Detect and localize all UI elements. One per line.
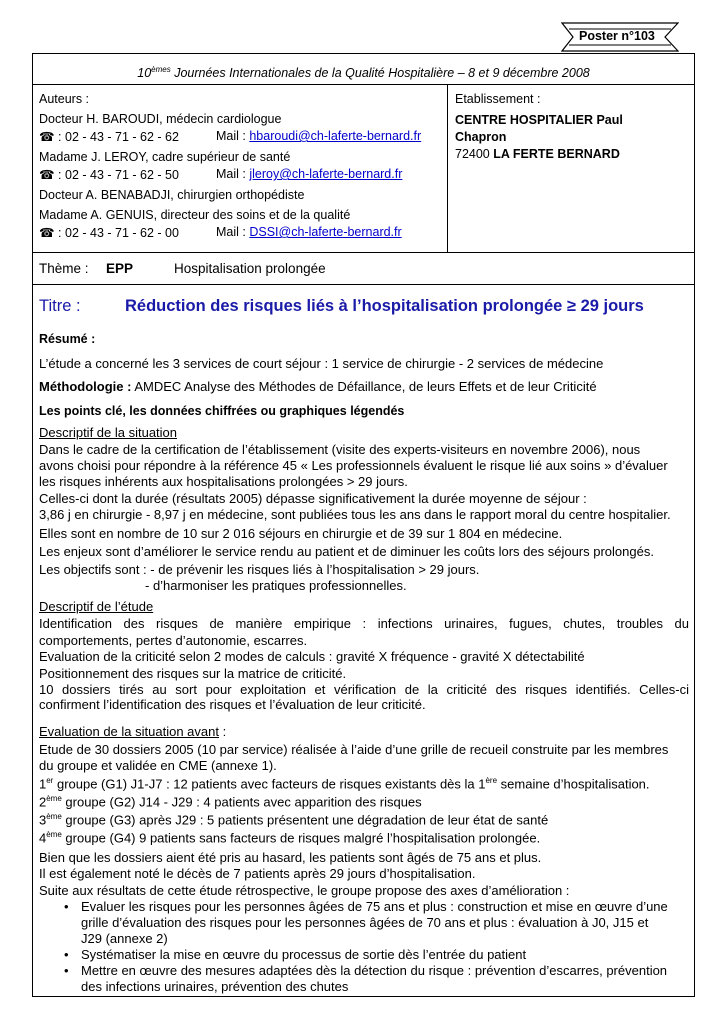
author-2-mail bbox=[216, 167, 402, 181]
group-2-num: 2 bbox=[39, 794, 47, 810]
author-1-mail bbox=[216, 129, 421, 143]
group-2-line bbox=[39, 794, 422, 809]
authors-cell bbox=[33, 84, 448, 252]
situation-line: avons choisi pour répondre à la référence 45 « Les professionnels évaluent le risque lié aux soins » d’évaluer bbox=[39, 458, 668, 473]
study-description-line: confirment l’identification des risques et l’évaluation de leur criticité. bbox=[39, 697, 426, 712]
study-description-line: comportements, pertes d’autonomie, escarres. bbox=[39, 633, 308, 648]
establishment-label: Etablissement : bbox=[455, 92, 541, 106]
situation-line: les risques inhérents aux hospitalisations prolongées > 29 jours. bbox=[39, 474, 408, 489]
improvement-item: des infections urinaires, prévention des chutes bbox=[81, 979, 349, 994]
author-3-name: Docteur A. BENABADJI, chirurgien orthopédiste bbox=[39, 188, 305, 202]
evaluation-colon: : bbox=[218, 724, 227, 739]
header-ordinal-sup: èmes bbox=[151, 65, 171, 74]
situation-line: Elles sont en nombre de 10 sur 2 016 séjours en chirurgie et de 39 sur 1 804 en médecine. bbox=[39, 526, 563, 541]
author-4-mail bbox=[216, 225, 402, 239]
situation-line: Dans le cadre de la certification de l’établissement (visite des experts-visiteurs en novembre 2006), nous bbox=[39, 442, 641, 457]
group-2-text: groupe (G2) J14 - J29 : 4 patients avec apparition des risques bbox=[61, 794, 422, 810]
header-ordinal: 10 bbox=[137, 66, 152, 81]
evaluation-heading: Evaluation de la situation avant bbox=[39, 724, 219, 739]
group-3-num: 3 bbox=[39, 812, 47, 828]
study-description-line: Positionnement des risques sur la matrice de criticité. bbox=[39, 666, 347, 681]
establishment-address bbox=[455, 147, 620, 161]
study-description-line: Identification des risques de manière empirique : infections urinaires, fugues, chutes, troubles du bbox=[39, 616, 689, 631]
bullet-icon: • bbox=[64, 947, 69, 962]
situation-line: Les objectifs sont : - de prévenir les risques liés à l’hospitalisation > 29 jours. bbox=[39, 562, 480, 577]
group-4-sup: ème bbox=[46, 830, 62, 839]
improvement-item: Evaluer les risques pour les personnes âgées de 75 ans et plus : construction et mise en œuvre d’une bbox=[81, 899, 668, 914]
poster-number: Poster n°103 bbox=[579, 29, 655, 43]
key-points-heading: Les points clé, les données chiffrées ou graphiques légendés bbox=[39, 404, 405, 418]
methodology-text: AMDEC Analyse des Méthodes de Défaillance, de leurs Effets et de leur Criticité bbox=[131, 379, 597, 394]
author-2-phone: ☎ : 02 - 43 - 71 - 62 - 50 bbox=[39, 168, 179, 182]
study-heading: Descriptif de l’étude bbox=[39, 599, 154, 614]
group-2-sup: ème bbox=[46, 794, 62, 803]
group-1-text: groupe (G1) J1-J7 : 12 patients avec facteurs de risques existants dès la 1 bbox=[53, 776, 486, 792]
improvement-item: Mettre en œuvre des mesures adaptées dès la détection du risque : prévention d’escarres, prévention bbox=[81, 963, 668, 978]
title-label: Titre : bbox=[39, 297, 81, 315]
situation-line: 3,86 j en chirurgie - 8,97 j en médecine, sont publiées tous les ans dans le rapport moral du centre hospitalier. bbox=[39, 507, 671, 522]
group-1-sup: er bbox=[46, 776, 54, 785]
group-3-line bbox=[39, 812, 548, 827]
evaluation-line: Etude de 30 dossiers 2005 (10 par service) réalisée à l’aide d’une grille de recueil construite par les membres bbox=[39, 742, 669, 757]
improvement-item: grille d’évaluation des risques pour les personnes âgées de 70 ans et plus : évaluation à J0, J15 et bbox=[81, 915, 649, 930]
author-1-phone: ☎ : 02 - 43 - 71 - 62 - 62 bbox=[39, 130, 179, 144]
group-4-line bbox=[39, 830, 540, 845]
mail-label: Mail : bbox=[216, 129, 250, 143]
establishment-cell bbox=[448, 84, 694, 252]
group-3-text: groupe (G3) après J29 : 5 patients présentent une dégradation de leur état de santé bbox=[61, 812, 549, 828]
poster-number-tag bbox=[561, 22, 679, 52]
bullet-icon: • bbox=[64, 899, 69, 914]
group-1-text2: semaine d’hospitalisation. bbox=[497, 776, 650, 792]
header-title: Journées Internationales de la Qualité Hospitalière – 8 et 9 décembre 2008 bbox=[170, 66, 590, 81]
mail-label: Mail : bbox=[216, 167, 250, 181]
study-line: L’étude a concerné les 3 services de court séjour : 1 service de chirurgie - 2 services de médecine bbox=[39, 356, 604, 371]
author-1-mail-link[interactable]: hbaroudi@ch-laferte-bernard.fr bbox=[249, 129, 422, 143]
evaluation-line: Bien que les dossiers aient été pris au hasard, les patients sont âgés de 75 ans et plus. bbox=[39, 850, 542, 865]
evaluation-line: Suite aux résultats de cette étude rétrospective, le groupe propose des axes d’amélioration : bbox=[39, 883, 570, 898]
author-2-name: Madame J. LEROY, cadre supérieur de santé bbox=[39, 150, 291, 164]
group-3-sup: ème bbox=[46, 812, 62, 821]
establishment-city: LA FERTE BERNARD bbox=[493, 147, 620, 161]
theme-code: EPP bbox=[106, 261, 134, 276]
author-4-phone: ☎ : 02 - 43 - 71 - 62 - 00 bbox=[39, 226, 179, 240]
authors-row bbox=[33, 84, 694, 253]
theme-label: Thème : bbox=[39, 261, 89, 276]
author-2-mail-link[interactable]: jleroy@ch-laferte-bernard.fr bbox=[249, 167, 403, 181]
situation-line: Les enjeux sont d’améliorer le service rendu au patient et de diminuer les coûts lors des séjours prolongés. bbox=[39, 544, 654, 559]
author-1-name: Docteur H. BAROUDI, médecin cardiologue bbox=[39, 112, 282, 126]
authors-label: Auteurs : bbox=[39, 92, 90, 106]
improvement-item: Systématiser la mise en œuvre du processus de sortie dès l’entrée du patient bbox=[81, 947, 527, 962]
group-1-num: 1 bbox=[39, 776, 47, 792]
establishment-postcode: 72400 bbox=[455, 147, 494, 161]
study-description-line: 10 dossiers tirés au sort pour exploitation et vérification de la criticité des risques identifiés. Celles-ci bbox=[39, 682, 689, 697]
group-4-text: groupe (G4) 9 patients sans facteurs de risques malgré l’hospitalisation prolongée. bbox=[61, 830, 541, 846]
author-4-name: Madame A. GENUIS, directeur des soins et de la qualité bbox=[39, 208, 351, 222]
group-1-line bbox=[39, 776, 650, 791]
author-4-mail-link[interactable]: DSSI@ch-laferte-bernard.fr bbox=[249, 225, 402, 239]
evaluation-heading-line bbox=[39, 724, 226, 739]
mail-label: Mail : bbox=[216, 225, 250, 239]
conference-header bbox=[33, 54, 694, 85]
situation-line: - d’harmoniser les pratiques professionnelles. bbox=[145, 578, 407, 593]
methodology-line bbox=[39, 379, 597, 394]
theme-text: Hospitalisation prolongée bbox=[174, 261, 326, 276]
evaluation-line: du groupe et validée en CME (annexe 1). bbox=[39, 758, 277, 773]
establishment-line-2: Chapron bbox=[455, 130, 507, 144]
situation-line: Celles-ci dont la durée (résultats 2005) dépasse significativement la durée moyenne de séjour : bbox=[39, 491, 587, 506]
evaluation-line: Il est également noté le décès de 7 patients après 29 jours d’hospitalisation. bbox=[39, 866, 476, 881]
poster-title: Réduction des risques liés à l’hospitalisation prolongée ≥ 29 jours bbox=[125, 297, 644, 315]
bullet-icon: • bbox=[64, 963, 69, 978]
resume-label: Résumé : bbox=[39, 332, 96, 346]
group-4-num: 4 bbox=[39, 830, 47, 846]
group-1-sup2: ère bbox=[485, 776, 498, 785]
theme-row bbox=[33, 252, 694, 285]
methodology-label: Méthodologie : bbox=[39, 379, 132, 394]
situation-heading: Descriptif de la situation bbox=[39, 425, 178, 440]
study-description-line: Evaluation de la criticité selon 2 modes de calculs : gravité X fréquence - gravité X détectabilité bbox=[39, 649, 585, 664]
improvement-item: J29 (annexe 2) bbox=[81, 931, 168, 946]
establishment-line-1: CENTRE HOSPITALIER Paul bbox=[455, 113, 623, 127]
